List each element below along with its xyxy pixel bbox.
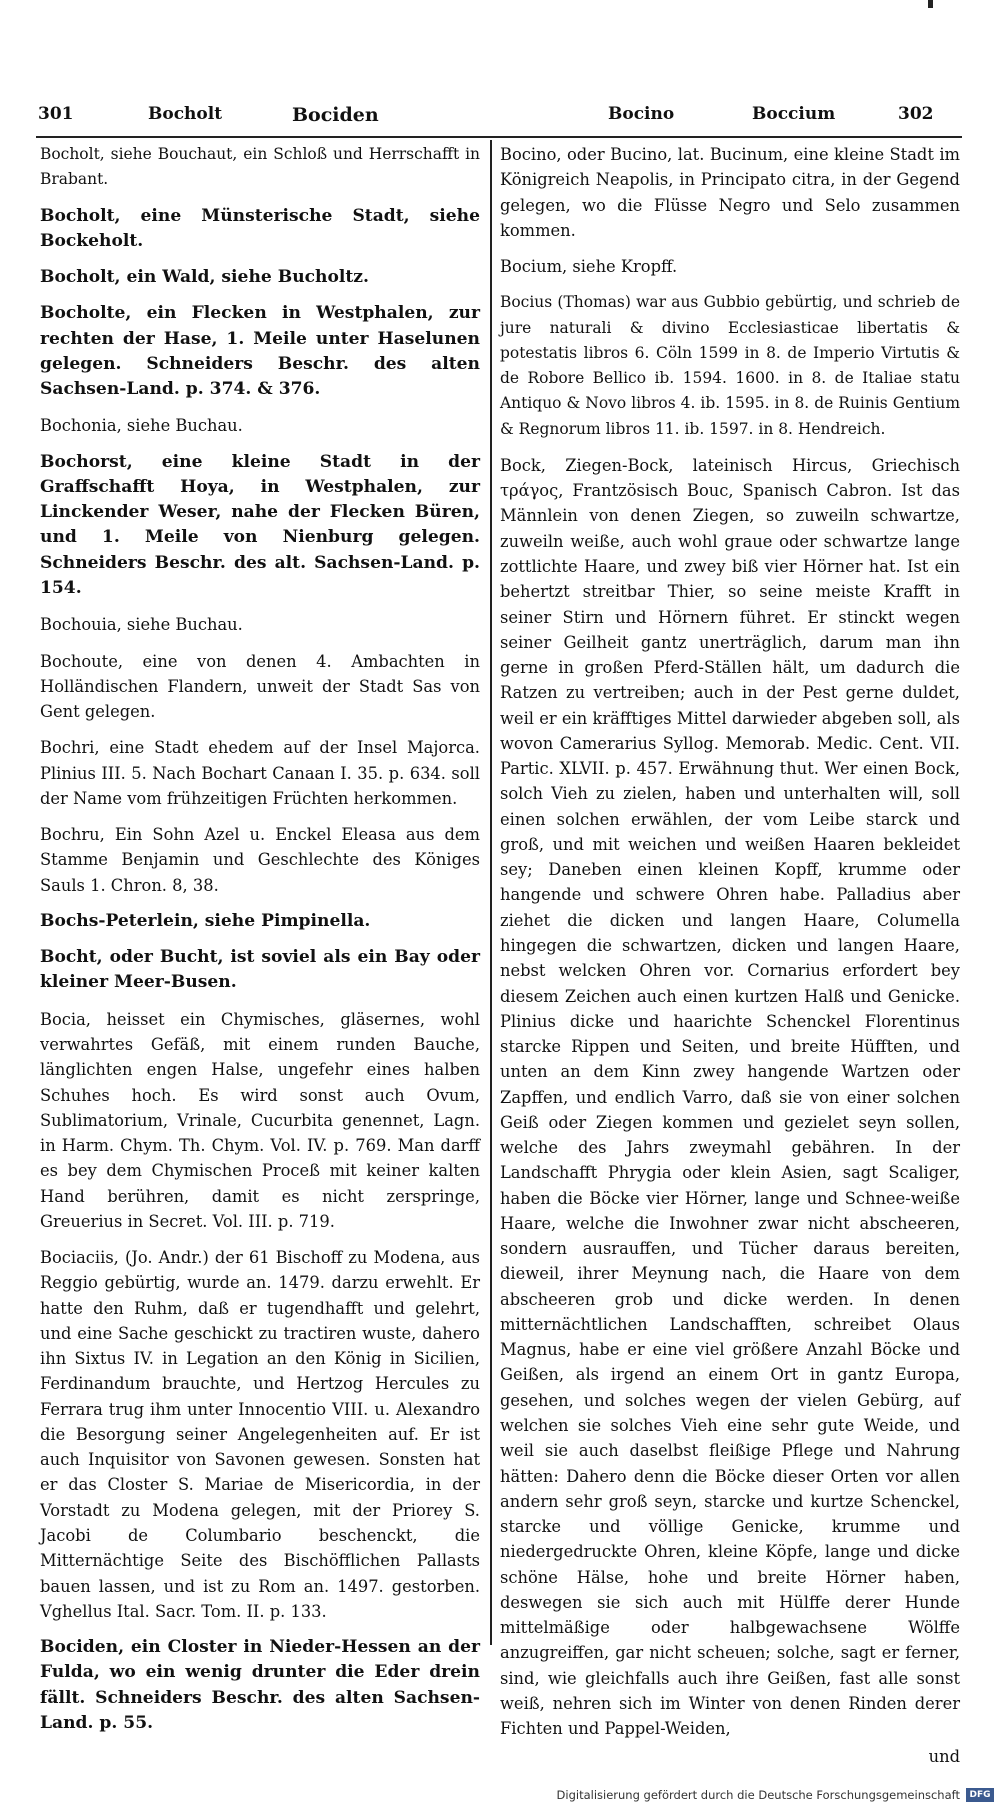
- right-column-entry: Bocius (Thomas) war aus Gubbio gebürtig, und schrieb de jure naturali & divino Ecclesiasticae libertatis & potestatis libros 6. Cöln 1599 in 8. de Imperio Virtutis & de Robore Bellico ib. 1594. 1600. in 8. de Italiae statu Antiquo & Novo libros 4. ib. 1595. in 8. de Ruinis Gentium & Regnorum libros 11. ib. 1597. in 8. Hendreich.: [500, 293, 960, 438]
- left-column-entry: Bochri, eine Stadt ehedem auf der Insel Majorca. Plinius III. 5. Nach Bochart Canaan I. 35. p. 634. soll der Name vom frühzeitigen Früchten herkommen.: [40, 738, 480, 808]
- left-column-entry: Bochoute, eine von denen 4. Ambachten in Holländischen Flandern, unweit der Stadt Sas von Gent gelegen.: [40, 651, 480, 722]
- column-divider: [490, 140, 492, 1645]
- top-edge-mark: [928, 0, 933, 8]
- footer-credit: Digitalisierung gefördert durch die Deutsche Forschungsgemeinschaft: [556, 1788, 960, 1802]
- dfg-logo-icon: DFG: [966, 1788, 994, 1802]
- left-column-entry: Bochorst, eine kleine Stadt in der Graffschafft Hoya, in Westphalen, zur Linckender Weser, nahe der Flecken Büren, und 1. Meile von Nienburg gelegen. Schneiders Beschr. des alt. Sachsen-Land. p. 154.: [40, 451, 480, 598]
- right-column-entry: und: [928, 1747, 960, 1767]
- left-column-entry: Bociden, ein Closter in Nieder-Hessen an der Fulda, wo ein wenig drunter die Eder drein fällt. Schneiders Beschr. des alten Sachsen-Land. p. 55.: [40, 1637, 480, 1733]
- left-column-entry: Bocholt, ein Wald, siehe Bucholtz.: [40, 267, 369, 288]
- header-rule: [36, 136, 962, 138]
- left-column-entry: Bochonia, siehe Buchau.: [40, 416, 243, 436]
- catchword-right-1: Bocino: [608, 104, 675, 124]
- left-column-entry: Bochru, Ein Sohn Azel u. Enckel Eleasa aus dem Stamme Benjamin und Geschlechte des Königes Sauls 1. Chron. 8, 38.: [40, 825, 480, 895]
- right-column: [500, 142, 960, 1781]
- right-column-entry: Bocium, siehe Kropff.: [500, 257, 678, 277]
- right-column-entry: Bock, Ziegen-Bock, lateinisch Hircus, Griechisch τράγος, Frantzösisch Bouc, Spanisch Cabron. Ist das Männlein von denen Ziegen, so zuweiln schwartze, zuweiln weiße, auch wohl graue oder schwartze lange zottlichte Haare, und zwey biß vier Hörner hat. Ist ein behertzt streitbar Thier, so seine meiste Krafft in seiner Stirn und Hörnern führet. Er stinckt wegen seiner Geilheit gantz unerträglich, darum man ihn gerne in großen Pferd-Ställen hält, um dadurch die Ratzen zu vertreiben; auch in der Pest gerne duldet, weil er ein kräfftiges Mittel darwieder abgeben soll, als wovon Camerarius Syllog. Memorab. Medic. Cent. VII. Partic. XLVII. p. 457. Erwähnung thut. Wer einen Bock, solch Vieh zu zielen, haben und unterhalten will, soll einen solchen erwählen, der vom Leibe starck und groß, und mit weichen und weißen Haaren bekleidet sey; Daneben einen kleinen Kopff, krumme oder hangende und schwere Ohren habe. Palladius aber ziehet die dicken und langen Haare, Columella hingegen die schwartzen, dicken und langen Haare, nebst welcken Ohren vor. Cornarius erfordert bey diesem Zeichen auch einen kurtzen Halß und Genicke. Plinius dicke und haarichte Schenckel Florentinus starcke Rippen und Seiten, und breite Hüfften, und unten an dem Kinn zwey hangende Wartzen oder Zapffen, und endlich Varro, daß sie von einer solchen Geiß oder Ziegen kommen und gezielet seyn sollen, welche des Jahrs zweymahl gebähren. In der Landschafft Phrygia oder klein Asien, sagt Scaliger, haben die Böcke vier Hörner, lange und Schnee-weiße Haare, welche die Inwohner zwar nicht abscheeren, sondern ausrauffen, und Tücher daraus bereiten, dieweil, ihrer Meynung nach, die Haare von dem abscheeren grob und dicke werden. In denen mitternächtlichen Landschafften, schreibet Olaus Magnus, habe er eine viel größere Anzahl Böcke und Geißen, als irgend an einem Ort in gantz Europa, gesehen, und solches wegen der vielen Gebürg, auf welchen sie solches Vieh eine sehr gute Weide, und weil sie auch daselbst fleißige Pflege und Nahrung hätten: Dahero denn die Böcke dieser Orten vor allen andern sehr groß seyn, starcke und kurtze Schenckel, starcke und völlige Genicke, krumme und niedergedruckte Ohren, kleine Köpfe, lange und dicke schöne Hälse, hohe und breite Hörner haben, deswegen sie sich auch mit Hülffe derer Hunde mittelmäßige oder halbgewachsene Wölffe anzugreiffen, gar nicht scheuen; solche, sagt er ferner, sind, wie gleichfalls auch ihre Geißen, fast alle sonst weiß, nehren sich im Winter von denen Rinden derer Fichten und Pappel-Weiden,: [500, 455, 960, 1739]
- left-column-entry: Bocholt, siehe Bouchaut, ein Schloß und Herrschafft in Brabant.: [40, 145, 480, 189]
- footer-bar: [0, 1786, 1000, 1805]
- right-column-entry: Bocino, oder Bucino, lat. Bucinum, eine kleine Stadt im Königreich Neapolis, in Principato citra, in der Gegend gelegen, wo die Flüsse Negro und Selo zusammen kommen.: [500, 145, 960, 240]
- page-number-left: 301: [38, 104, 74, 124]
- catchword-left-2: Bociden: [292, 104, 379, 126]
- left-column-entry: Bocholte, ein Flecken in Westphalen, zur rechten der Hase, 1. Meile unter Haselunen gelegen. Schneiders Beschr. des alten Sachsen-Land. p. 374. & 376.: [40, 303, 480, 400]
- left-column: [40, 142, 480, 1747]
- left-column-entry: Bocht, oder Bucht, ist soviel als ein Bay oder kleiner Meer-Busen.: [40, 947, 480, 993]
- left-column-entry: Bochouia, siehe Buchau.: [40, 615, 243, 635]
- left-column-entry: Bochs-Peterlein, siehe Pimpinella.: [40, 910, 371, 931]
- catchword-left-1: Bocholt: [148, 104, 223, 124]
- running-header: [0, 104, 1000, 132]
- left-column-entry: Bocholt, eine Münsterische Stadt, siehe Bockeholt.: [40, 205, 480, 251]
- left-column-entry: Bocia, heisset ein Chymisches, gläsernes, wohl verwahrtes Gefäß, mit einem runden Bauche, länglichten engen Halse, ungefehr eines halben Schuhes hoch. Es wird sonst auch Ovum, Sublimatorium, Vrinale, Cucurbita genennet, Lagn. in Harm. Chym. Th. Chym. Vol. IV. p. 769. Man darff es bey dem Chymischen Proceß mit keiner kalten Hand berühren, damit es nicht zerspringe, Greuerius in Secret. Vol. III. p. 719.: [40, 1009, 480, 1231]
- catchword-right-2: Boccium: [752, 104, 836, 124]
- page-number-right: 302: [898, 104, 934, 124]
- left-column-entry: Bociaciis, (Jo. Andr.) der 61 Bischoff zu Modena, aus Reggio gebürtig, wurde an. 1479. darzu erwehlt. Er hatte den Ruhm, daß er tugendhafft und gelehrt, und eine Sache geschickt zu tractiren wuste, dahero ihn Sixtus IV. in Legation an den König in Sicilien, Ferdinandum brauchte, und Hertzog Hercules zu Ferrara trug ihm unter Innocentio VIII. u. Alexandro die Besorgung seiner Angelegenheiten auf. Er ist auch Inquisitor von Savonen gewesen. Sonsten hat er das Closter S. Mariae de Misericordia, in der Vorstadt zu Modena gelegen, mit der Priorey S. Jacobi de Columbario beschenckt, die Mitternächtige Seite des Bischöfflichen Pallasts bauen lassen, und ist zu Rom an. 1497. gestorben. Vghellus Ital. Sacr. Tom. II. p. 133.: [40, 1248, 480, 1621]
